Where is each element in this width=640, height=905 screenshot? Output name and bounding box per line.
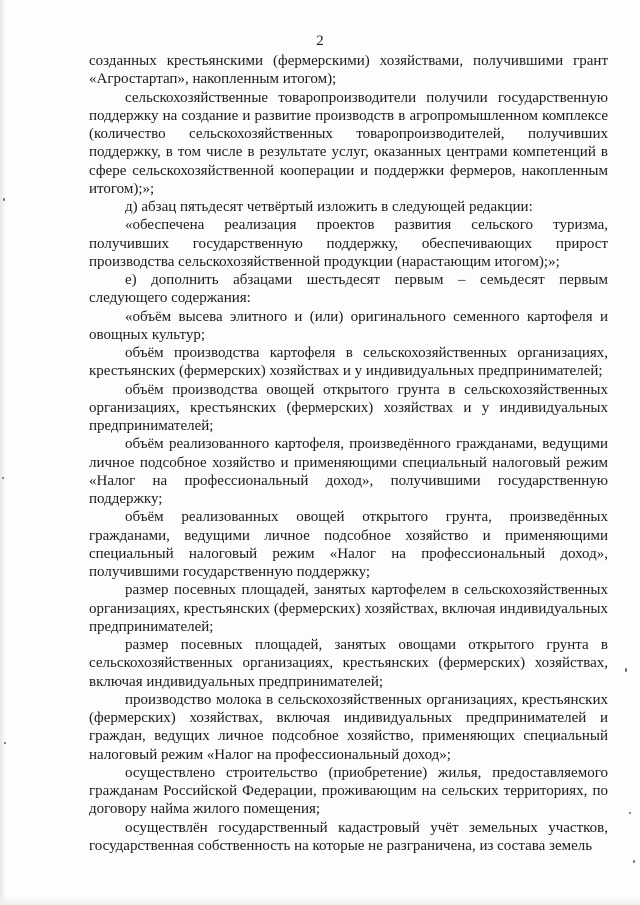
paragraph: д) абзац пятьдесят четвёртый изложить в следующей редакции: <box>125 199 533 215</box>
paragraph: объём реализованного картофеля, произведённого гражданами, ведущими личное подсобное хозяйство и применяющими специальный налоговый режим «Налог на профессиональный доход», получившими государственную поддержку; <box>89 436 608 507</box>
paragraph: е) дополнить абзацами шестьдесят первым – семьдесят первым следующего содержания: <box>89 272 608 307</box>
paragraph: «объём высева элитного и (или) оригинального семенного картофеля и овощных культур; <box>89 308 608 343</box>
scan-left-edge <box>0 0 6 905</box>
paragraph: объём производства овощей открытого грунта в сельскохозяйственных организациях, крестьянских (фермерских) хозяйствах и у индивидуальных предпринимателей; <box>89 381 608 434</box>
paragraph: объём реализованных овощей открытого грунта, произведённых гражданами, ведущими личное подсобное хозяйство и применяющими специальный налоговый режим «Налог на профессиональный доход», получившими государственную поддержку; <box>89 509 608 580</box>
page-number: 2 <box>316 33 324 49</box>
paragraph: «обеспечена реализация проектов развития сельского туризма, получивших государственную поддержку, обеспечивающих прирост производства сельскохозяйственной продукции (нарастающим итогом);»; <box>89 217 608 270</box>
paragraph: объём производства картофеля в сельскохозяйственных организациях, крестьянских (фермерских) хозяйствах и у индивидуальных предпринимателей; <box>89 345 608 380</box>
paragraph: осуществлено строительство (приобретение) жилья, предоставляемого гражданам Российской Федерации, проживающим на сельских территориях, по договору найма жилого помещения; <box>89 764 608 818</box>
scan-speck <box>3 198 5 201</box>
document-body <box>89 52 608 855</box>
paragraph: размер посевных площадей, занятых овощами открытого грунта в сельскохозяйственных организациях, крестьянских (фермерских) хозяйствах, включая индивидуальных предпринимателей; <box>89 637 608 690</box>
paragraph: созданных крестьянскими (фермерскими) хозяйствами, получившими грант «Агростартап», накопленным итогом); <box>89 53 608 88</box>
paragraph: сельскохозяйственные товаропроизводители получили государственную поддержку на создание и развитие производств в агропромышленном комплексе (количество сельскохозяйственных товаропроизводителей, получивших поддержку, в том числе в результате услуг, оказанных центрами компетенций в сфере сельскохозяйственной кооперации и поддержки фермеров, накопленным итогом);»; <box>89 89 608 197</box>
scan-bottom-edge <box>0 895 640 905</box>
scan-speck <box>4 742 6 744</box>
paragraph: размер посевных площадей, занятых картофелем в сельскохозяйственных организациях, крестьянских (фермерских) хозяйствах, включая индивидуальных предпринимателей; <box>89 582 608 635</box>
paragraph: производство молока в сельскохозяйственных организациях, крестьянских (фермерских) хозяйствах, включая индивидуальных предпринимателей и граждан, ведущих личное подсобное хозяйство, применяющих специальный налоговый режим «Налог на профессиональный доход»; <box>89 691 608 763</box>
scan-speck <box>629 812 631 814</box>
scan-speck <box>633 860 635 863</box>
scan-speck <box>625 668 627 672</box>
paragraph: осуществлён государственный кадастровый учёт земельных участков, государственная собственность на которые не разграничена, из состава земель <box>89 819 608 854</box>
scan-speck <box>2 477 4 479</box>
